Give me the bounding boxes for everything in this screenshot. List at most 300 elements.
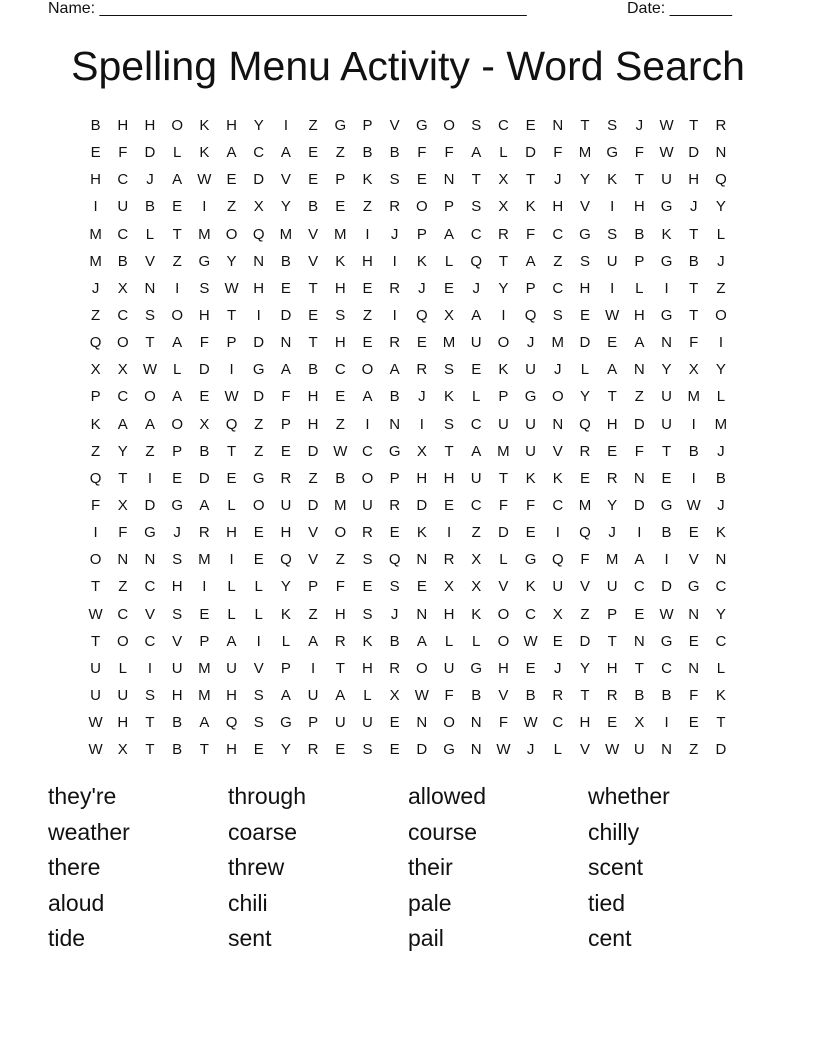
grid-letter[interactable]: A: [471, 307, 482, 325]
grid-letter[interactable]: G: [252, 361, 265, 379]
grid-letter[interactable]: X: [471, 551, 482, 569]
grid-letter[interactable]: M: [198, 687, 211, 705]
grid-letter[interactable]: J: [717, 497, 725, 515]
grid-letter[interactable]: N: [661, 741, 672, 759]
grid-letter[interactable]: H: [416, 469, 428, 487]
grid-letter[interactable]: I: [664, 551, 669, 569]
grid-letter[interactable]: Z: [335, 551, 345, 569]
grid-letter[interactable]: T: [444, 442, 454, 460]
grid-letter[interactable]: M: [334, 497, 347, 515]
grid-letter[interactable]: B: [661, 687, 672, 705]
grid-letter[interactable]: A: [471, 144, 482, 162]
grid-letter[interactable]: H: [226, 117, 237, 135]
grid-letter[interactable]: K: [416, 524, 427, 542]
grid-letter[interactable]: V: [280, 171, 291, 189]
grid-letter[interactable]: Q: [89, 334, 102, 352]
grid-letter[interactable]: M: [89, 252, 102, 270]
grid-letter[interactable]: B: [389, 144, 400, 162]
grid-letter[interactable]: Z: [254, 442, 264, 460]
grid-letter[interactable]: K: [607, 171, 618, 189]
grid-letter[interactable]: A: [634, 334, 645, 352]
grid-letter[interactable]: A: [634, 551, 645, 569]
grid-letter[interactable]: A: [389, 361, 400, 379]
grid-letter[interactable]: A: [199, 714, 210, 732]
grid-letter[interactable]: K: [661, 225, 672, 243]
grid-letter[interactable]: H: [226, 524, 237, 542]
grid-letter[interactable]: S: [335, 307, 346, 325]
grid-letter[interactable]: W: [224, 279, 239, 297]
grid-letter[interactable]: Q: [280, 551, 292, 569]
grid-letter[interactable]: P: [280, 415, 291, 433]
grid-letter[interactable]: F: [118, 144, 128, 162]
grid-letter[interactable]: L: [172, 144, 182, 162]
grid-letter[interactable]: E: [471, 361, 482, 379]
grid-letter[interactable]: U: [362, 714, 373, 732]
grid-letter[interactable]: O: [252, 497, 265, 515]
grid-letter[interactable]: A: [280, 361, 291, 379]
grid-letter[interactable]: E: [389, 714, 400, 732]
grid-letter[interactable]: A: [471, 442, 482, 460]
grid-letter[interactable]: Q: [579, 524, 591, 542]
grid-letter[interactable]: K: [525, 469, 536, 487]
grid-letter[interactable]: N: [633, 469, 645, 487]
grid-letter[interactable]: A: [280, 687, 291, 705]
grid-letter[interactable]: C: [117, 388, 129, 406]
grid-letter[interactable]: E: [362, 578, 373, 596]
grid-letter[interactable]: J: [717, 252, 725, 270]
grid-letter[interactable]: Z: [308, 117, 318, 135]
grid-letter[interactable]: P: [362, 117, 373, 135]
grid-letter[interactable]: H: [117, 714, 129, 732]
grid-letter[interactable]: O: [416, 659, 428, 677]
grid-letter[interactable]: V: [688, 551, 699, 569]
grid-letter[interactable]: I: [691, 469, 696, 487]
grid-letter[interactable]: U: [661, 415, 672, 433]
grid-letter[interactable]: G: [280, 714, 292, 732]
grid-letter[interactable]: J: [717, 442, 725, 460]
grid-letter[interactable]: T: [145, 741, 155, 759]
grid-letter[interactable]: A: [335, 687, 346, 705]
grid-letter[interactable]: P: [172, 442, 183, 460]
grid-letter[interactable]: L: [472, 632, 481, 650]
grid-letter[interactable]: D: [307, 442, 319, 460]
grid-letter[interactable]: V: [498, 578, 509, 596]
grid-letter[interactable]: I: [664, 279, 669, 297]
grid-letter[interactable]: L: [499, 551, 508, 569]
grid-letter[interactable]: M: [687, 388, 700, 406]
grid-letter[interactable]: U: [307, 687, 319, 705]
grid-letter[interactable]: H: [443, 605, 455, 623]
grid-letter[interactable]: E: [552, 632, 563, 650]
grid-letter[interactable]: V: [498, 687, 509, 705]
grid-letter[interactable]: T: [335, 659, 345, 677]
grid-letter[interactable]: T: [689, 279, 699, 297]
grid-letter[interactable]: C: [253, 144, 265, 162]
grid-letter[interactable]: U: [90, 659, 102, 677]
grid-letter[interactable]: W: [88, 605, 103, 623]
grid-letter[interactable]: I: [419, 415, 424, 433]
grid-letter[interactable]: X: [471, 578, 482, 596]
grid-letter[interactable]: Z: [91, 442, 101, 460]
grid-letter[interactable]: W: [686, 497, 701, 515]
grid-letter[interactable]: D: [280, 307, 292, 325]
grid-letter[interactable]: B: [280, 252, 291, 270]
grid-letter[interactable]: I: [283, 117, 288, 135]
grid-letter[interactable]: R: [552, 687, 564, 705]
grid-letter[interactable]: A: [199, 497, 210, 515]
grid-letter[interactable]: Z: [118, 578, 128, 596]
grid-letter[interactable]: U: [117, 198, 129, 216]
grid-letter[interactable]: H: [117, 117, 129, 135]
grid-letter[interactable]: E: [362, 334, 373, 352]
grid-letter[interactable]: C: [497, 117, 509, 135]
grid-letter[interactable]: X: [444, 578, 455, 596]
grid-letter[interactable]: C: [470, 497, 482, 515]
grid-letter[interactable]: R: [280, 469, 292, 487]
grid-letter[interactable]: E: [308, 307, 319, 325]
grid-letter[interactable]: A: [308, 632, 319, 650]
grid-letter[interactable]: U: [525, 442, 537, 460]
grid-letter[interactable]: I: [365, 415, 370, 433]
grid-letter[interactable]: B: [308, 361, 319, 379]
grid-letter[interactable]: W: [659, 117, 674, 135]
grid-letter[interactable]: E: [579, 469, 590, 487]
grid-letter[interactable]: W: [333, 442, 348, 460]
grid-letter[interactable]: E: [308, 144, 319, 162]
grid-letter[interactable]: M: [551, 334, 565, 352]
grid-letter[interactable]: O: [361, 361, 374, 379]
grid-letter[interactable]: W: [605, 741, 620, 759]
grid-letter[interactable]: D: [661, 578, 672, 596]
grid-letter[interactable]: T: [199, 741, 209, 759]
grid-letter[interactable]: Z: [172, 252, 182, 270]
grid-letter[interactable]: K: [199, 117, 210, 135]
grid-letter[interactable]: J: [608, 524, 616, 542]
grid-letter[interactable]: Z: [634, 388, 644, 406]
grid-letter[interactable]: G: [198, 252, 211, 270]
grid-letter[interactable]: L: [472, 388, 481, 406]
grid-letter[interactable]: K: [280, 605, 291, 623]
grid-letter[interactable]: H: [334, 279, 346, 297]
grid-letter[interactable]: U: [661, 171, 672, 189]
grid-letter[interactable]: K: [199, 144, 210, 162]
grid-letter[interactable]: N: [688, 605, 700, 623]
grid-letter[interactable]: C: [661, 659, 672, 677]
grid-letter[interactable]: U: [334, 714, 346, 732]
grid-letter[interactable]: W: [224, 388, 239, 406]
grid-letter[interactable]: I: [501, 307, 506, 325]
grid-letter[interactable]: H: [334, 605, 346, 623]
grid-letter[interactable]: B: [199, 442, 210, 460]
grid-letter[interactable]: F: [498, 714, 508, 732]
grid-letter[interactable]: D: [253, 388, 265, 406]
grid-letter[interactable]: N: [688, 659, 700, 677]
grid-letter[interactable]: Y: [280, 741, 291, 759]
grid-letter[interactable]: D: [579, 334, 591, 352]
grid-letter[interactable]: H: [307, 388, 319, 406]
grid-letter[interactable]: H: [226, 687, 237, 705]
grid-letter[interactable]: T: [580, 117, 590, 135]
grid-letter[interactable]: D: [525, 144, 537, 162]
grid-letter[interactable]: E: [688, 524, 699, 542]
grid-letter[interactable]: E: [607, 334, 618, 352]
grid-letter[interactable]: E: [172, 198, 183, 216]
grid-letter[interactable]: Z: [716, 279, 726, 297]
grid-letter[interactable]: U: [280, 497, 292, 515]
grid-letter[interactable]: P: [90, 388, 101, 406]
grid-letter[interactable]: E: [416, 334, 427, 352]
grid-letter[interactable]: L: [281, 632, 291, 650]
grid-letter[interactable]: O: [497, 334, 510, 352]
grid-letter[interactable]: R: [389, 198, 401, 216]
grid-letter[interactable]: F: [580, 551, 590, 569]
grid-letter[interactable]: B: [389, 388, 400, 406]
grid-letter[interactable]: P: [498, 388, 509, 406]
grid-letter[interactable]: L: [716, 225, 726, 243]
grid-letter[interactable]: A: [525, 252, 536, 270]
grid-letter[interactable]: G: [334, 117, 347, 135]
grid-letter[interactable]: I: [229, 361, 234, 379]
grid-letter[interactable]: K: [362, 171, 373, 189]
grid-letter[interactable]: X: [117, 279, 128, 297]
grid-letter[interactable]: C: [552, 714, 564, 732]
grid-letter[interactable]: N: [552, 117, 564, 135]
grid-letter[interactable]: F: [444, 144, 454, 162]
grid-letter[interactable]: X: [498, 171, 509, 189]
grid-letter[interactable]: E: [444, 497, 455, 515]
grid-letter[interactable]: D: [198, 361, 210, 379]
grid-letter[interactable]: K: [525, 578, 536, 596]
grid-letter[interactable]: A: [172, 334, 183, 352]
grid-letter[interactable]: R: [389, 334, 401, 352]
grid-letter[interactable]: L: [635, 279, 644, 297]
grid-letter[interactable]: E: [525, 659, 536, 677]
grid-letter[interactable]: S: [607, 117, 618, 135]
grid-letter[interactable]: T: [498, 252, 508, 270]
grid-letter[interactable]: S: [144, 687, 155, 705]
grid-letter[interactable]: R: [416, 361, 428, 379]
grid-letter[interactable]: N: [280, 334, 292, 352]
grid-letter[interactable]: X: [688, 361, 699, 379]
grid-letter[interactable]: E: [688, 632, 699, 650]
grid-letter[interactable]: S: [444, 361, 455, 379]
grid-letter[interactable]: X: [117, 361, 128, 379]
grid-letter[interactable]: W: [88, 714, 103, 732]
grid-letter[interactable]: O: [144, 388, 156, 406]
grid-letter[interactable]: X: [498, 198, 509, 216]
grid-letter[interactable]: X: [444, 307, 455, 325]
grid-letter[interactable]: J: [689, 198, 698, 216]
grid-letter[interactable]: H: [90, 171, 102, 189]
grid-letter[interactable]: I: [610, 198, 615, 216]
grid-letter[interactable]: S: [607, 225, 618, 243]
grid-letter[interactable]: E: [525, 524, 536, 542]
grid-letter[interactable]: Y: [715, 605, 726, 623]
grid-letter[interactable]: L: [444, 632, 454, 650]
grid-letter[interactable]: H: [362, 659, 373, 677]
grid-letter[interactable]: O: [116, 632, 129, 650]
grid-letter[interactable]: G: [660, 632, 673, 650]
grid-letter[interactable]: I: [555, 524, 560, 542]
grid-letter[interactable]: J: [390, 605, 399, 623]
grid-letter[interactable]: C: [552, 497, 564, 515]
grid-letter[interactable]: B: [688, 442, 699, 460]
grid-letter[interactable]: C: [470, 225, 482, 243]
grid-letter[interactable]: G: [416, 117, 428, 135]
grid-letter[interactable]: D: [144, 144, 156, 162]
grid-letter[interactable]: H: [606, 659, 618, 677]
grid-letter[interactable]: E: [389, 741, 400, 759]
grid-letter[interactable]: G: [660, 307, 673, 325]
grid-letter[interactable]: C: [117, 307, 129, 325]
grid-letter[interactable]: J: [526, 334, 535, 352]
grid-letter[interactable]: E: [634, 605, 645, 623]
grid-letter[interactable]: U: [552, 578, 564, 596]
grid-letter[interactable]: A: [172, 388, 183, 406]
grid-letter[interactable]: I: [93, 198, 98, 216]
grid-letter[interactable]: Z: [580, 605, 590, 623]
grid-letter[interactable]: Q: [89, 469, 102, 487]
grid-letter[interactable]: S: [552, 307, 563, 325]
grid-letter[interactable]: R: [389, 659, 401, 677]
grid-letter[interactable]: B: [715, 469, 726, 487]
grid-letter[interactable]: P: [389, 469, 400, 487]
grid-letter[interactable]: Y: [280, 198, 291, 216]
grid-letter[interactable]: A: [362, 388, 373, 406]
grid-letter[interactable]: J: [526, 741, 535, 759]
grid-letter[interactable]: C: [117, 225, 129, 243]
grid-letter[interactable]: J: [554, 659, 562, 677]
grid-letter[interactable]: Q: [524, 307, 537, 325]
grid-letter[interactable]: L: [553, 741, 562, 759]
grid-letter[interactable]: L: [716, 388, 726, 406]
grid-letter[interactable]: T: [607, 388, 617, 406]
grid-letter[interactable]: N: [443, 171, 455, 189]
grid-letter[interactable]: O: [171, 117, 183, 135]
grid-letter[interactable]: V: [389, 117, 400, 135]
date-field[interactable]: Date: _______: [627, 0, 732, 17]
grid-letter[interactable]: Z: [362, 307, 373, 325]
grid-letter[interactable]: C: [144, 632, 156, 650]
grid-letter[interactable]: V: [552, 442, 563, 460]
grid-letter[interactable]: I: [664, 714, 669, 732]
grid-letter[interactable]: E: [335, 388, 346, 406]
grid-letter[interactable]: S: [579, 252, 590, 270]
grid-letter[interactable]: S: [172, 605, 183, 623]
grid-letter[interactable]: U: [525, 361, 537, 379]
grid-letter[interactable]: R: [198, 524, 210, 542]
grid-letter[interactable]: F: [335, 578, 345, 596]
grid-letter[interactable]: M: [442, 334, 456, 352]
grid-letter[interactable]: H: [171, 578, 183, 596]
grid-letter[interactable]: E: [335, 741, 346, 759]
grid-letter[interactable]: T: [661, 442, 672, 460]
grid-letter[interactable]: G: [524, 388, 537, 406]
grid-letter[interactable]: O: [171, 415, 183, 433]
grid-letter[interactable]: Z: [553, 252, 563, 270]
grid-letter[interactable]: Q: [388, 551, 401, 569]
grid-letter[interactable]: F: [281, 388, 291, 406]
grid-letter[interactable]: D: [416, 497, 428, 515]
grid-letter[interactable]: C: [715, 632, 727, 650]
grid-letter[interactable]: S: [471, 198, 482, 216]
grid-letter[interactable]: L: [254, 578, 263, 596]
grid-letter[interactable]: B: [172, 714, 183, 732]
grid-letter[interactable]: T: [172, 225, 182, 243]
grid-letter[interactable]: S: [172, 551, 183, 569]
grid-letter[interactable]: S: [362, 741, 373, 759]
grid-letter[interactable]: K: [471, 605, 482, 623]
grid-letter[interactable]: M: [605, 551, 619, 569]
grid-letter[interactable]: N: [633, 632, 645, 650]
grid-letter[interactable]: J: [91, 279, 100, 297]
grid-letter[interactable]: C: [334, 361, 346, 379]
grid-letter[interactable]: W: [88, 741, 103, 759]
grid-letter[interactable]: R: [389, 497, 401, 515]
grid-letter[interactable]: A: [172, 171, 183, 189]
grid-letter[interactable]: S: [253, 687, 264, 705]
grid-letter[interactable]: H: [633, 198, 645, 216]
grid-letter[interactable]: T: [526, 171, 536, 189]
grid-letter[interactable]: R: [715, 117, 727, 135]
grid-letter[interactable]: C: [552, 279, 564, 297]
grid-letter[interactable]: R: [362, 524, 373, 542]
grid-letter[interactable]: M: [334, 225, 347, 243]
grid-letter[interactable]: S: [389, 171, 400, 189]
grid-letter[interactable]: V: [579, 198, 590, 216]
grid-letter[interactable]: K: [525, 198, 536, 216]
grid-letter[interactable]: A: [117, 415, 128, 433]
grid-letter[interactable]: G: [470, 659, 483, 677]
grid-letter[interactable]: Y: [607, 497, 618, 515]
grid-letter[interactable]: H: [497, 659, 509, 677]
grid-letter[interactable]: Q: [225, 714, 238, 732]
grid-letter[interactable]: U: [117, 687, 129, 705]
grid-letter[interactable]: B: [117, 252, 128, 270]
grid-letter[interactable]: T: [471, 171, 481, 189]
grid-letter[interactable]: E: [280, 279, 291, 297]
grid-letter[interactable]: O: [443, 117, 455, 135]
grid-letter[interactable]: G: [687, 578, 700, 596]
grid-letter[interactable]: D: [307, 497, 319, 515]
grid-letter[interactable]: N: [661, 334, 672, 352]
grid-letter[interactable]: E: [253, 524, 264, 542]
grid-letter[interactable]: J: [635, 117, 644, 135]
grid-letter[interactable]: T: [634, 171, 644, 189]
grid-letter[interactable]: A: [144, 415, 155, 433]
grid-letter[interactable]: W: [659, 144, 674, 162]
grid-letter[interactable]: R: [606, 687, 618, 705]
grid-letter[interactable]: I: [175, 279, 180, 297]
grid-letter[interactable]: Y: [579, 388, 590, 406]
grid-letter[interactable]: T: [607, 632, 617, 650]
grid-letter[interactable]: C: [715, 578, 727, 596]
grid-letter[interactable]: D: [633, 415, 645, 433]
grid-letter[interactable]: N: [144, 551, 156, 569]
grid-letter[interactable]: G: [524, 551, 537, 569]
grid-letter[interactable]: Z: [254, 415, 264, 433]
grid-letter[interactable]: E: [199, 388, 210, 406]
grid-letter[interactable]: C: [470, 415, 482, 433]
grid-letter[interactable]: D: [633, 497, 645, 515]
grid-letter[interactable]: Y: [715, 198, 726, 216]
grid-letter[interactable]: Z: [145, 442, 155, 460]
grid-letter[interactable]: Y: [579, 659, 590, 677]
grid-letter[interactable]: P: [308, 714, 319, 732]
grid-letter[interactable]: W: [496, 741, 511, 759]
grid-letter[interactable]: L: [172, 361, 182, 379]
grid-letter[interactable]: E: [525, 117, 536, 135]
